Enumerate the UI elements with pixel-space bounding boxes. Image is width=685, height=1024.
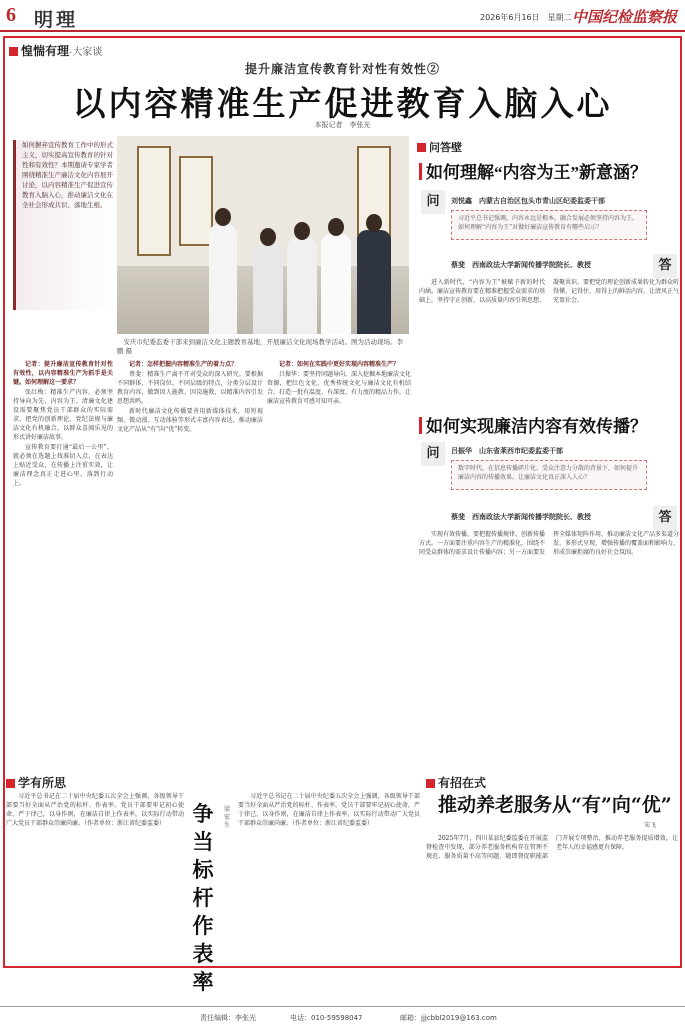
lead-paragraph: 如何摒弃宣传教育工作中的形式主义，切实提高宣传教育的针对性和有效性？本期邀请专家学者围绕精准生产廉洁文化内容展开讨论，以内容精准生产促进宣传教育入脑入心，推动廉洁文化在全社会形成共识、落地生根。 xyxy=(13,140,113,310)
footer-email: 邮箱：jjjcbbl2019@163.com xyxy=(400,1014,497,1022)
article-paragraph: 记者：怎样把握内容精准生产的着力点？ xyxy=(129,361,238,368)
lower-left-title: 争当标杆作表率 xyxy=(192,801,214,994)
question1-asker: 刘悦鑫 内蒙古自治区包头市青山区纪委监委干部 xyxy=(451,196,605,205)
article-headline: 以内容精准生产促进教育入脑入心 xyxy=(72,87,613,123)
sidebar-title: 问答壁 xyxy=(429,142,462,154)
answer2-body: 实现有效传播，要把握传播规律、创新传播方式。一方面要注重内容生产的精准化，围绕不同受众群体的需求设计传播内容；另一方面要发挥全媒体矩阵作用，推动廉洁文化产品多渠道分发、多形式呈现，增强传播的覆盖面和影响力，形成崇廉拒腐的良好社会氛围。 xyxy=(419,531,679,556)
square-marker-icon xyxy=(417,143,426,152)
answer1-body: 进入新时代，“内容为王”被赋予新的时代内涵。廉洁宣传教育要在精准把握受众需求的基础上，坚持守正创新，以高质量内容引领思想、凝聚共识。要把党的理论创新成果转化为群众听得懂、记得住、用得上的鲜活内容，让清风正气充盈社会。 xyxy=(419,279,679,304)
question1-title: 如何理解“内容为王”新意涵？ xyxy=(419,158,647,183)
article-paragraph: 张红梅：精准生产内容，必须坚持导向为先、内容为王。清廉文化建设需要聚焦党员干部群众的实际需求，把党的创新理论、党纪法规与廉洁文化有机融合，以群众喜闻乐见的形式讲好廉洁故事。 xyxy=(13,389,113,441)
question-label: 问 xyxy=(421,190,445,214)
article-paragraph: 吕振华：要坚持问题导向，深入挖掘本地廉洁文化资源，把红色文化、优秀传统文化与廉洁文化有机结合，打造一批有温度、有深度、有力度的精品力作，让廉洁宣传教育可感可知可亲。 xyxy=(267,371,411,405)
newspaper-logo: 中国纪检监察报 xyxy=(571,10,677,26)
square-marker-icon xyxy=(6,779,15,788)
lower-left-column-header: 学有所思 xyxy=(6,774,66,791)
article-paragraph: 记者：提升廉洁宣传教育针对性有效性，以内容精准生产为抓手是关键。如何理解这一要求？ xyxy=(13,361,113,386)
article-kicker: 提升廉洁宣传教育针对性有效性② xyxy=(244,62,440,76)
question2-title: 如何实现廉洁内容有效传播？ xyxy=(419,412,647,437)
photo-caption: 安庆市纪委监委干部来到廉洁文化主题教育基地，开展廉洁文化现场教学活动。图为活动现场。李鹏 摄 xyxy=(117,338,403,355)
masthead xyxy=(0,0,685,32)
question1-text: 习近平总书记强调，内容永远是根本。融合发展必须坚持内容为王。如何理解“内容为王”对做好廉洁宣传教育有哪些启示？ xyxy=(451,210,647,240)
lower-right-column-header: 有招在式 xyxy=(426,774,486,791)
section-title: 明理 xyxy=(34,9,79,31)
article-paragraph: 新时代廉洁文化传播要善用新媒体技术，用短视频、微动漫、互动体验等形式丰富内容表达，推动廉洁文化产品从“有”向“优”转变。 xyxy=(117,408,263,433)
answer-label: 答 xyxy=(653,506,677,530)
article-paragraph: 记者：如何在实践中更好实现内容精准生产？ xyxy=(279,361,400,368)
answer1-answerer: 蔡斐 西南政法大学新闻传播学院院长、教授 xyxy=(451,260,591,269)
lower-right-title: 推动养老服务从“有”向“优” xyxy=(438,794,672,816)
question2-asker: 吕振华 山东省莱西市纪委监委干部 xyxy=(451,446,563,455)
lower-right-body: 2025年7月，四川某县纪委监委在开展监督检查中发现，部分养老服务机构存在管理不规范、服务质量不高等问题，随即督促职能部门开展专项整治，推动养老服务提质增效，让老年人的幸福感更有保障。 xyxy=(426,835,678,860)
article-photo xyxy=(117,136,409,334)
question-label: 问 xyxy=(421,442,445,466)
column-sub: ·大家谈 xyxy=(69,47,103,58)
article-paragraph: 宣传教育要打通“最后一公里”，就必须在选题上找准切入点，在表达上贴近受众，在传播上注重实效，让廉洁理念真正走进心里、落到行动上。 xyxy=(13,444,113,487)
lower-right-author: 宋飞 xyxy=(644,822,657,829)
square-marker-icon xyxy=(426,779,435,788)
sidebar-header xyxy=(417,136,678,152)
column-name: 惶惴有理 xyxy=(21,44,70,58)
question2-text: 数字时代，在信息传播碎片化、受众注意力分散的背景下，如何提升廉洁内容的传播效果，让廉洁文化真正深入人心？ xyxy=(451,460,647,490)
square-marker-icon xyxy=(9,47,18,56)
footer-phone: 电话：010-59598047 xyxy=(290,1014,363,1022)
page-footer xyxy=(0,1006,685,1024)
page-number: 6 xyxy=(6,4,16,26)
article-paragraph: 蔡斐：精准生产离不开对受众的深入研究。要根据不同群体、不同岗位、不同层级的特点，分类分层设计教育内容，做到因人施教、因岗施教，以精准内容引发思想共鸣。 xyxy=(117,371,263,405)
lower-middle-body: 习近平总书记在二十届中央纪委五次全会上强调，各级领导干部要当好全面从严治党的标杆、作表率。党员干部要牢记初心使命，严于律己，以身作则，在廉洁自律上作表率，以实际行动带动广大党员干部群众崇廉尚廉。（作者单位：浙江省纪委监委） xyxy=(238,793,420,827)
answer-label: 答 xyxy=(653,254,677,278)
lower-left-author: 梁宏生 xyxy=(224,806,231,829)
issue-date: 2026年6月16日 星期二 xyxy=(480,13,572,22)
footer-editor: 责任编辑：李张光 xyxy=(200,1014,256,1022)
answer2-answerer: 蔡斐 西南政法大学新闻传播学院院长、教授 xyxy=(451,512,591,521)
column-header xyxy=(9,42,102,59)
article-byline: 本报记者 李张光 xyxy=(314,121,371,129)
lower-left-body: 习近平总书记在二十届中央纪委五次全会上强调，各级领导干部要当好全面从严治党的标杆、作表率。党员干部要牢记初心使命，严于律己，以身作则，在廉洁自律上作表率，以实际行动带动广大党员干部群众崇廉尚廉。（作者单位：浙江省纪委监委） xyxy=(6,793,184,827)
